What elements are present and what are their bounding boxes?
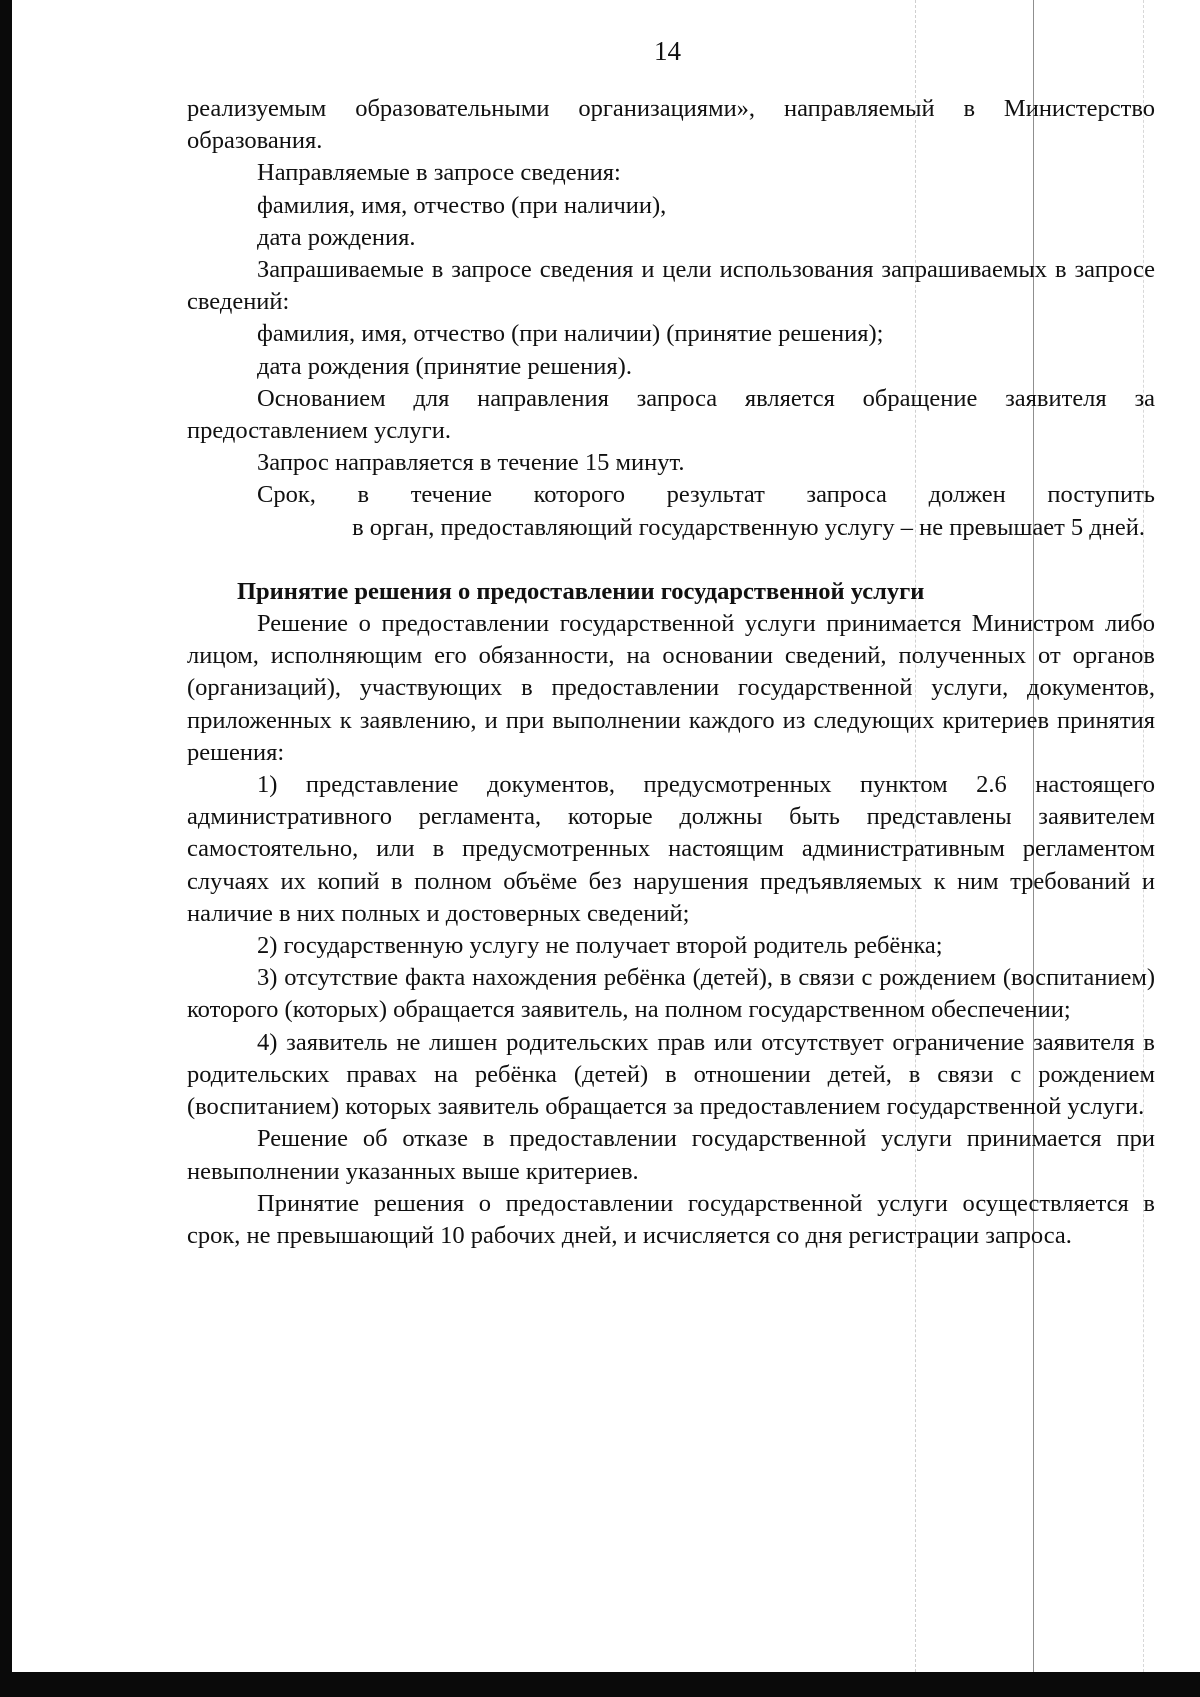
paragraph: Принятие решения о предоставлении государственной услуги осуществляется в срок, не превышающий 10 рабочих дней, и исчисляется со дня регистрации запроса. [187, 1189, 1155, 1249]
paragraph: Решение о предоставлении государственной услуги принимается Министром либо лицом, исполняющим его обязанности, на основании сведений, полученных от органов (организаций), участвующих в предоставлении государственной услуги, документов, приложенных к заявлению, и при выполнении каждого из следующих критериев принятия решения: [187, 610, 1155, 766]
section-heading: Принятие решения о предоставлении государственной услуги [237, 577, 925, 605]
paragraph: Направляемые в запросе сведения: [257, 159, 621, 187]
scan-border-bottom [0, 1672, 1200, 1697]
paragraph: реализуемым образовательными организациями», направляемый в Министерство образования. [187, 95, 1155, 155]
list-line: фамилия, имя, отчество (при наличии) (принятие решения); [257, 320, 884, 348]
list-line: фамилия, имя, отчество (при наличии), [257, 191, 667, 219]
scan-border-left [0, 0, 12, 1697]
list-line: дата рождения (принятие решения). [257, 352, 632, 380]
paragraph: Основанием для направления запроса является обращение заявителя за предоставлением услуги. [187, 384, 1155, 445]
document-body [187, 93, 1155, 1252]
list-line: дата рождения. [257, 223, 416, 251]
paragraph: Запрос направляется в течение 15 минут. [257, 449, 685, 477]
paragraph-line: в орган, предоставляющий государственную услугу – не превышает 5 дней. [352, 513, 1145, 541]
page-number: 14 [654, 36, 681, 66]
paragraph: Решение об отказе в предоставлении государственной услуги принимается при невыполнении указанных выше критериев. [187, 1125, 1155, 1185]
criterion-item: 4) заявитель не лишен родительских прав или отсутствует ограничение заявителя в родительских правах на ребёнка (детей) в отношении детей, в связи с рождением (воспитанием) которых заявитель обращается за предоставлением государственной услуги. [187, 1028, 1155, 1121]
criterion-item: 3) отсутствие факта нахождения ребёнка (детей), в связи с рождением (воспитанием) которого (которых) обращается заявитель, на полном государственном обеспечении; [187, 964, 1155, 1024]
paragraph: Запрашиваемые в запросе сведения и цели использования запрашиваемых в запросе сведений: [187, 256, 1155, 316]
criterion-item: 1) представление документов, предусмотренных пунктом 2.6 настоящего административного регламента, которые должны быть представлены заявителем самостоятельно, или в предусмотренных настоящим административным регламентом случаях их копий в полном объёме без нарушения предъявляемых к ним требований и наличие в них полных и достоверных сведений; [187, 771, 1155, 927]
criterion-item: 2) государственную услугу не получает второй родитель ребёнка; [257, 932, 943, 960]
paragraph-line: Срок, в течение которого результат запроса должен поступить [257, 481, 1155, 509]
